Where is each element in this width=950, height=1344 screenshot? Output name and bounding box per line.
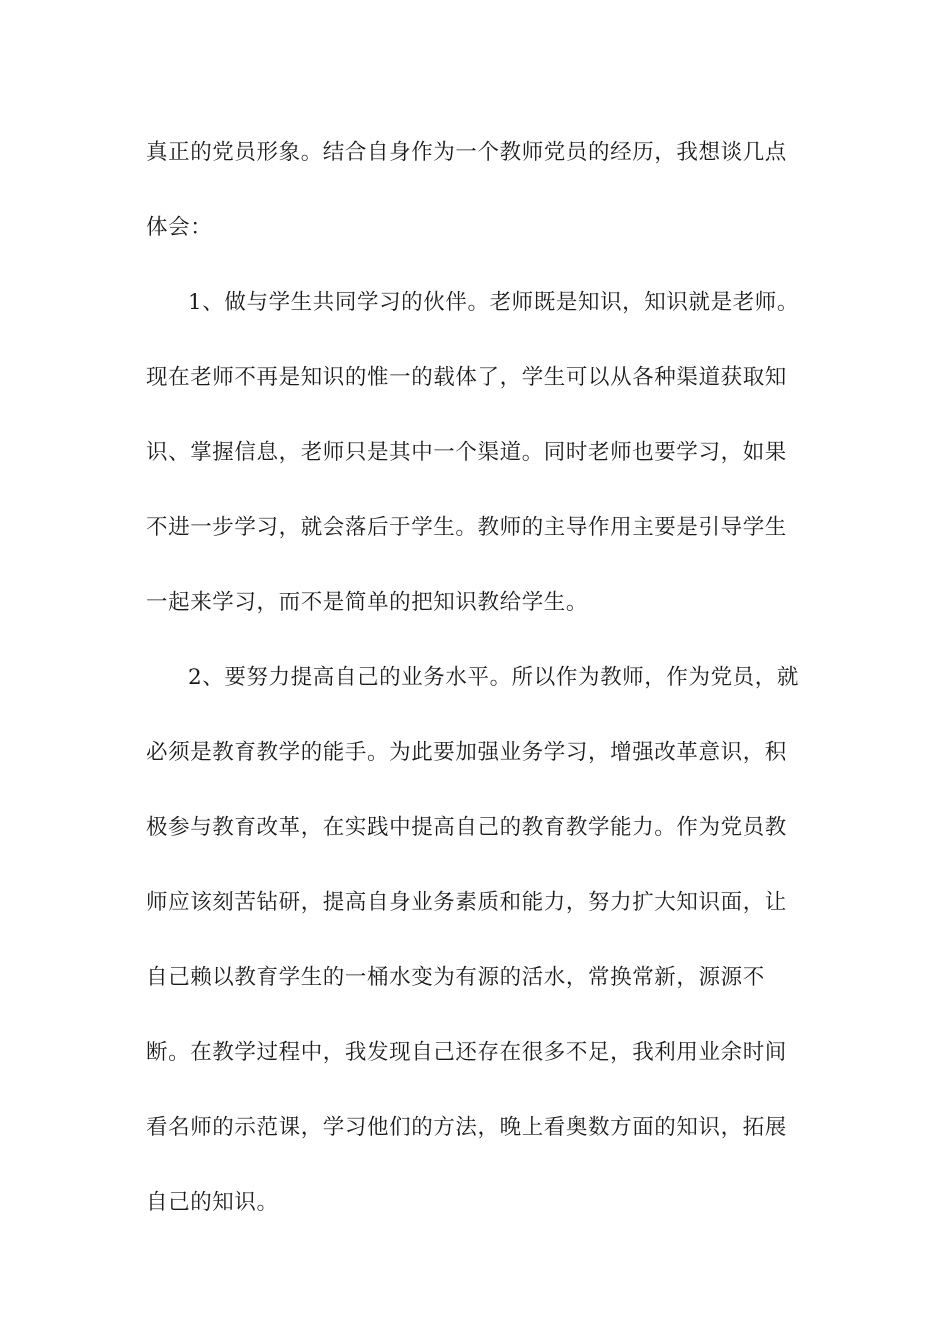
text-line: 断。在教学过程中，我发现自己还存在很多不足，我利用业余时间 [146,1040,787,1065]
text-line: 极参与教育改革，在实践中提高自己的教育教学能力。作为党员教 [146,815,787,840]
paragraph-1-first-line: 1、做与学生共同学习的伙伴。老师既是知识，知识就是老师。 [188,290,799,315]
text-line: 真正的党员形象。结合自身作为一个教师党员的经历，我想谈几点 [146,140,787,165]
paragraph-2-first-line: 2、要努力提高自己的业务水平。所以作为教师，作为党员，就 [188,665,799,690]
text-line: 师应该刻苦钻研，提高自身业务素质和能力，努力扩大知识面，让 [146,890,787,915]
text-line: 体会： [146,215,213,240]
text-line: 识、掌握信息，老师只是其中一个渠道。同时老师也要学习，如果 [146,440,787,465]
text-line: 看名师的示范课，学习他们的方法，晚上看奥数方面的知识，拓展 [146,1115,787,1140]
text-line: 不进一步学习，就会落后于学生。教师的主导作用主要是引导学生 [146,515,787,540]
text-line: 现在老师不再是知识的惟一的载体了，学生可以从各种渠道获取知 [146,365,787,390]
text-line: 自己赖以教育学生的一桶水变为有源的活水，常换常新，源源不 [146,965,765,990]
text-line: 自己的知识。 [146,1190,279,1215]
text-line: 必须是教育教学的能手。为此要加强业务学习，增强改革意识，积 [146,740,787,765]
text-line: 一起来学习，而不是简单的把知识教给学生。 [146,590,589,615]
